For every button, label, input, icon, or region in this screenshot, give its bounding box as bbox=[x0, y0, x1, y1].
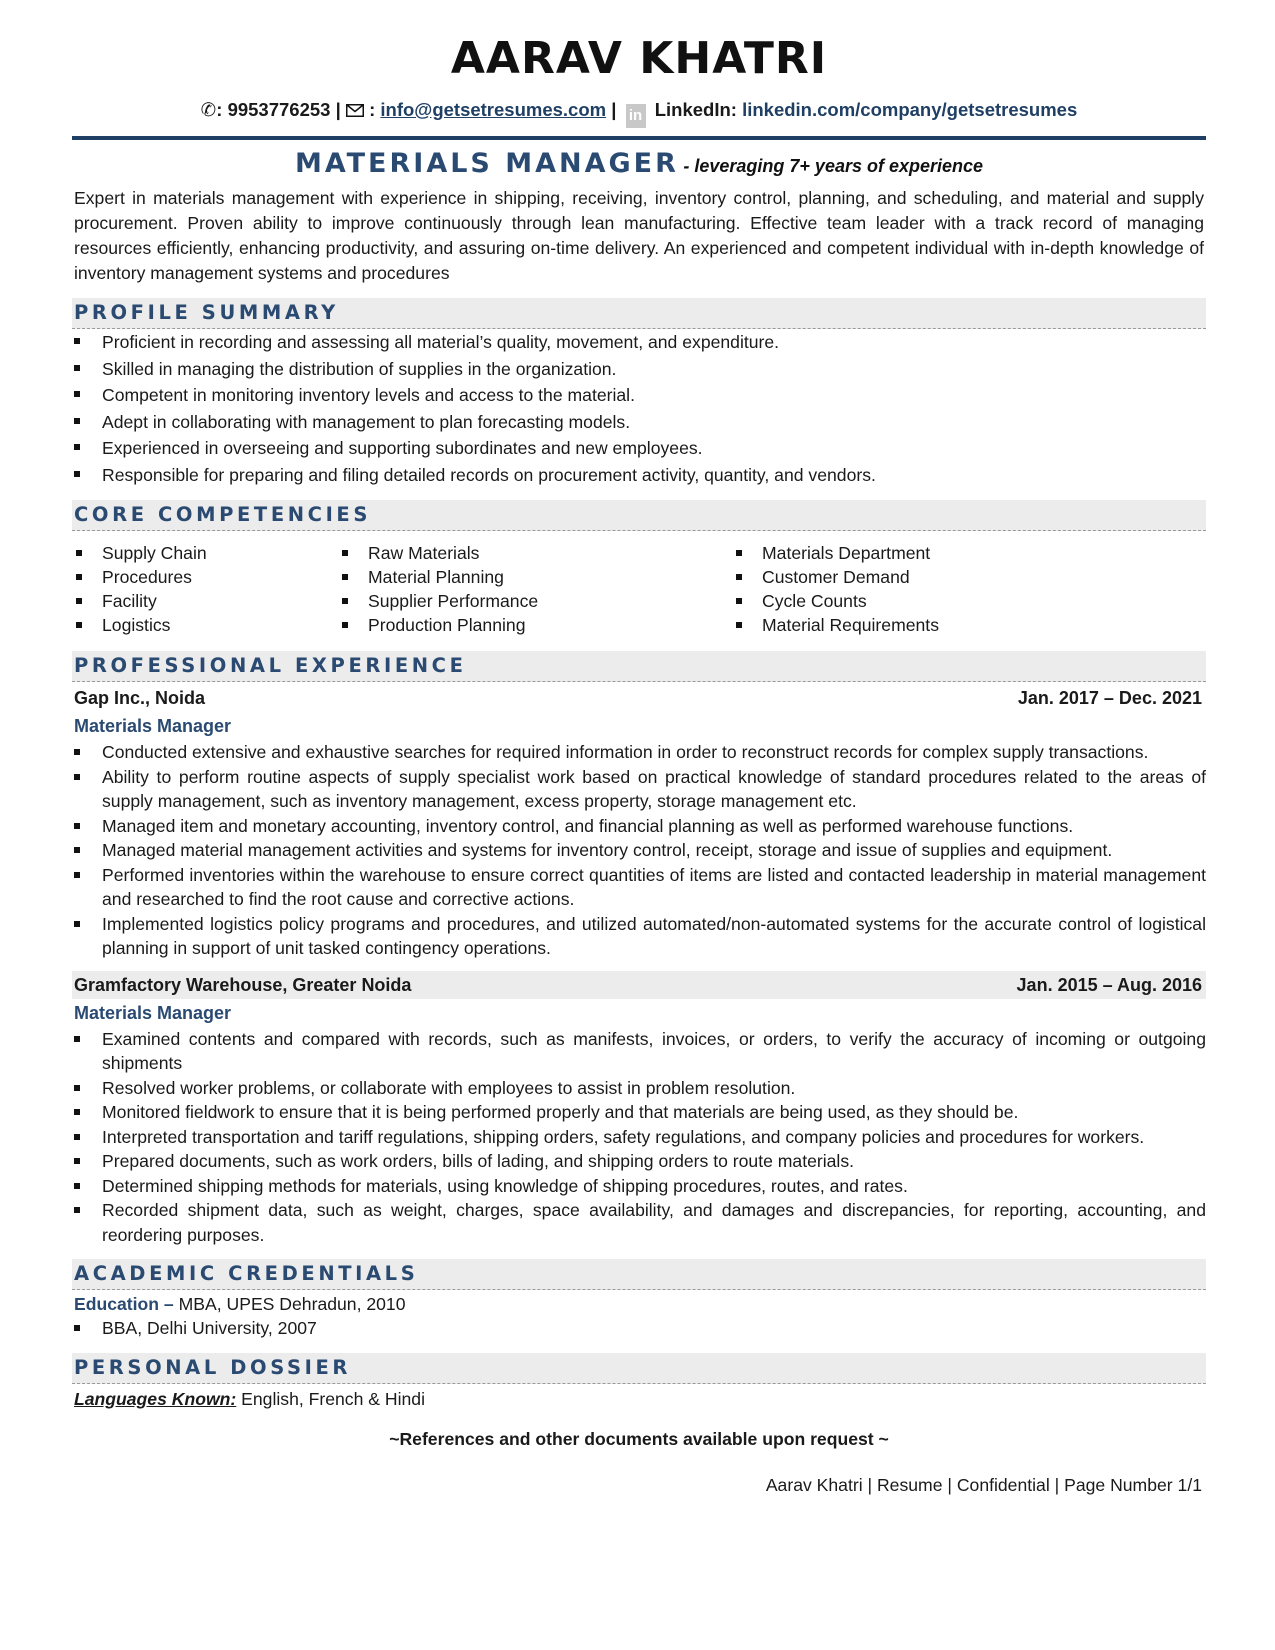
list-item: Monitored fieldwork to ensure that it is being performed properly and that materials are being used, as they should be. bbox=[72, 1100, 1206, 1125]
list-item: Experienced in overseeing and supporting subordinates and new employees. bbox=[72, 435, 1206, 462]
linkedin-icon: in bbox=[626, 104, 646, 128]
competency-item: Logistics bbox=[72, 613, 338, 637]
job-title: MATERIALS MANAGER bbox=[294, 148, 679, 179]
competency-item: Cycle Counts bbox=[732, 589, 1132, 613]
list-item: BBA, Delhi University, 2007 bbox=[72, 1316, 1206, 1341]
list-item: Adept in collaborating with management to plan forecasting models. bbox=[72, 409, 1206, 436]
competency-item: Customer Demand bbox=[732, 565, 1132, 589]
header-divider bbox=[72, 136, 1206, 140]
section-heading-professional-experience: PROFESSIONAL EXPERIENCE bbox=[72, 651, 1206, 682]
job-dates: Jan. 2015 – Aug. 2016 bbox=[1016, 974, 1202, 995]
section-heading-academic-credentials: ACADEMIC CREDENTIALS bbox=[72, 1259, 1206, 1290]
section-heading-core-competencies: CORE COMPETENCIES bbox=[72, 500, 1206, 531]
list-item: Determined shipping methods for materials, using knowledge of shipping procedures, routes, and rates. bbox=[72, 1174, 1206, 1199]
education-value: MBA, UPES Dehradun, 2010 bbox=[178, 1294, 406, 1314]
list-item: Prepared documents, such as work orders, bills of lading, and shipping orders to route materials. bbox=[72, 1149, 1206, 1174]
competency-item: Facility bbox=[72, 589, 338, 613]
references-note: ~References and other documents available upon request ~ bbox=[389, 1428, 889, 1449]
job-duties-list bbox=[72, 740, 1206, 961]
education-list bbox=[72, 1316, 1206, 1341]
job-header bbox=[72, 684, 1206, 712]
languages-label: Languages Known: bbox=[74, 1388, 237, 1409]
company-name: Gramfactory Warehouse, Greater Noida bbox=[74, 974, 412, 995]
job-duties-list bbox=[72, 1027, 1206, 1248]
experience-tagline: - leveraging 7+ years of experience bbox=[683, 156, 984, 176]
list-item: Examined contents and compared with records, such as manifests, invoices, or orders, to verify the accuracy of incoming or outgoing shipments bbox=[72, 1027, 1206, 1076]
list-item: Recorded shipment data, such as weight, charges, space availability, and damages and discrepancies, for reporting, accounting, and reordering purposes. bbox=[72, 1198, 1206, 1247]
linkedin-label: LinkedIn: bbox=[654, 99, 737, 120]
contact-line: ✆: 9953776253 | : info@getsetresumes.com | in LinkedIn: linkedin.com/company/getsetresumes bbox=[72, 96, 1206, 124]
competency-item: Material Requirements bbox=[732, 613, 1132, 637]
intro-paragraph: Expert in materials management with experience in shipping, receiving, inventory control, planning, and scheduling, and material and supply procurement. Proven ability to improve continuously through lean manufacturing. Effective team leader with a track record of managing resources efficiently, enhancing productivity, and assuring on-time delivery. An experienced and competent individual with in-depth knowledge of inventory management systems and procedures bbox=[74, 188, 1204, 283]
section-heading-profile-summary: PROFILE SUMMARY bbox=[72, 298, 1206, 329]
competency-item: Material Planning bbox=[338, 565, 732, 589]
linkedin-link[interactable]: linkedin.com/company/getsetresumes bbox=[742, 99, 1078, 120]
list-item: Competent in monitoring inventory levels and access to the material. bbox=[72, 382, 1206, 409]
candidate-name: AARAV KHATRI bbox=[450, 33, 828, 84]
competency-item: Supply Chain bbox=[72, 541, 338, 565]
competency-column bbox=[338, 541, 732, 637]
list-item: Implemented logistics policy programs and procedures, and utilized automated/non-automated systems for the accurate control of logistical planning in support of unit tasked contingency operations. bbox=[72, 912, 1206, 961]
resume-page bbox=[72, 30, 1206, 1498]
list-item: Resolved worker problems, or collaborate with employees to assist in problem resolution. bbox=[72, 1076, 1206, 1101]
headline bbox=[72, 146, 1206, 182]
phone-icon: ✆ bbox=[200, 99, 217, 120]
job-header bbox=[72, 971, 1206, 999]
company-name: Gap Inc., Noida bbox=[74, 688, 206, 708]
envelope-icon bbox=[346, 99, 369, 120]
education-label: Education – bbox=[74, 1294, 174, 1314]
email-link[interactable]: info@getsetresumes.com bbox=[380, 99, 607, 120]
competency-item: Procedures bbox=[72, 565, 338, 589]
list-item: Ability to perform routine aspects of supply specialist work based on practical knowledge of standard procedures related to the areas of supply management, such as inventory management, excess property, storage management etc. bbox=[72, 765, 1206, 814]
job-role: Materials Manager bbox=[74, 1002, 232, 1023]
list-item: Conducted extensive and exhaustive searches for required information in order to reconstruct records for complex supply transactions. bbox=[72, 740, 1206, 765]
job-dates: Jan. 2017 – Dec. 2021 bbox=[1017, 688, 1202, 708]
list-item: Skilled in managing the distribution of supplies in the organization. bbox=[72, 356, 1206, 383]
phone-number: 9953776253 bbox=[227, 99, 331, 120]
competency-item: Production Planning bbox=[338, 613, 732, 637]
profile-summary-list bbox=[72, 329, 1206, 488]
competency-item: Supplier Performance bbox=[338, 589, 732, 613]
list-item: Performed inventories within the warehouse to ensure correct quantities of items are listed and contacted leadership in material management and researched to find the root cause and corrective actions. bbox=[72, 863, 1206, 912]
competency-item: Materials Department bbox=[732, 541, 1132, 565]
languages-value: English, French & Hindi bbox=[241, 1388, 425, 1409]
competencies-grid bbox=[72, 541, 1206, 637]
page-footer: Aarav Khatri | Resume | Confidential | Page Number 1/1 bbox=[765, 1474, 1202, 1495]
job-role: Materials Manager bbox=[74, 716, 232, 736]
education-line bbox=[72, 1292, 1206, 1316]
competency-column bbox=[72, 541, 338, 637]
list-item: Managed item and monetary accounting, inventory control, and financial planning as well as performed warehouse functions. bbox=[72, 814, 1206, 839]
languages-line bbox=[72, 1386, 1206, 1412]
list-item: Interpreted transportation and tariff regulations, shipping orders, safety regulations, and company policies and procedures for workers. bbox=[72, 1125, 1206, 1150]
competency-column bbox=[732, 541, 1132, 637]
section-heading-personal-dossier: PERSONAL DOSSIER bbox=[72, 1353, 1206, 1384]
list-item: Proficient in recording and assessing all material’s quality, movement, and expenditure. bbox=[72, 329, 1206, 356]
list-item: Responsible for preparing and filing detailed records on procurement activity, quantity, and vendors. bbox=[72, 462, 1206, 489]
list-item: Managed material management activities and systems for inventory control, receipt, storage and issue of supplies and equipment. bbox=[72, 838, 1206, 863]
competency-item: Raw Materials bbox=[338, 541, 732, 565]
